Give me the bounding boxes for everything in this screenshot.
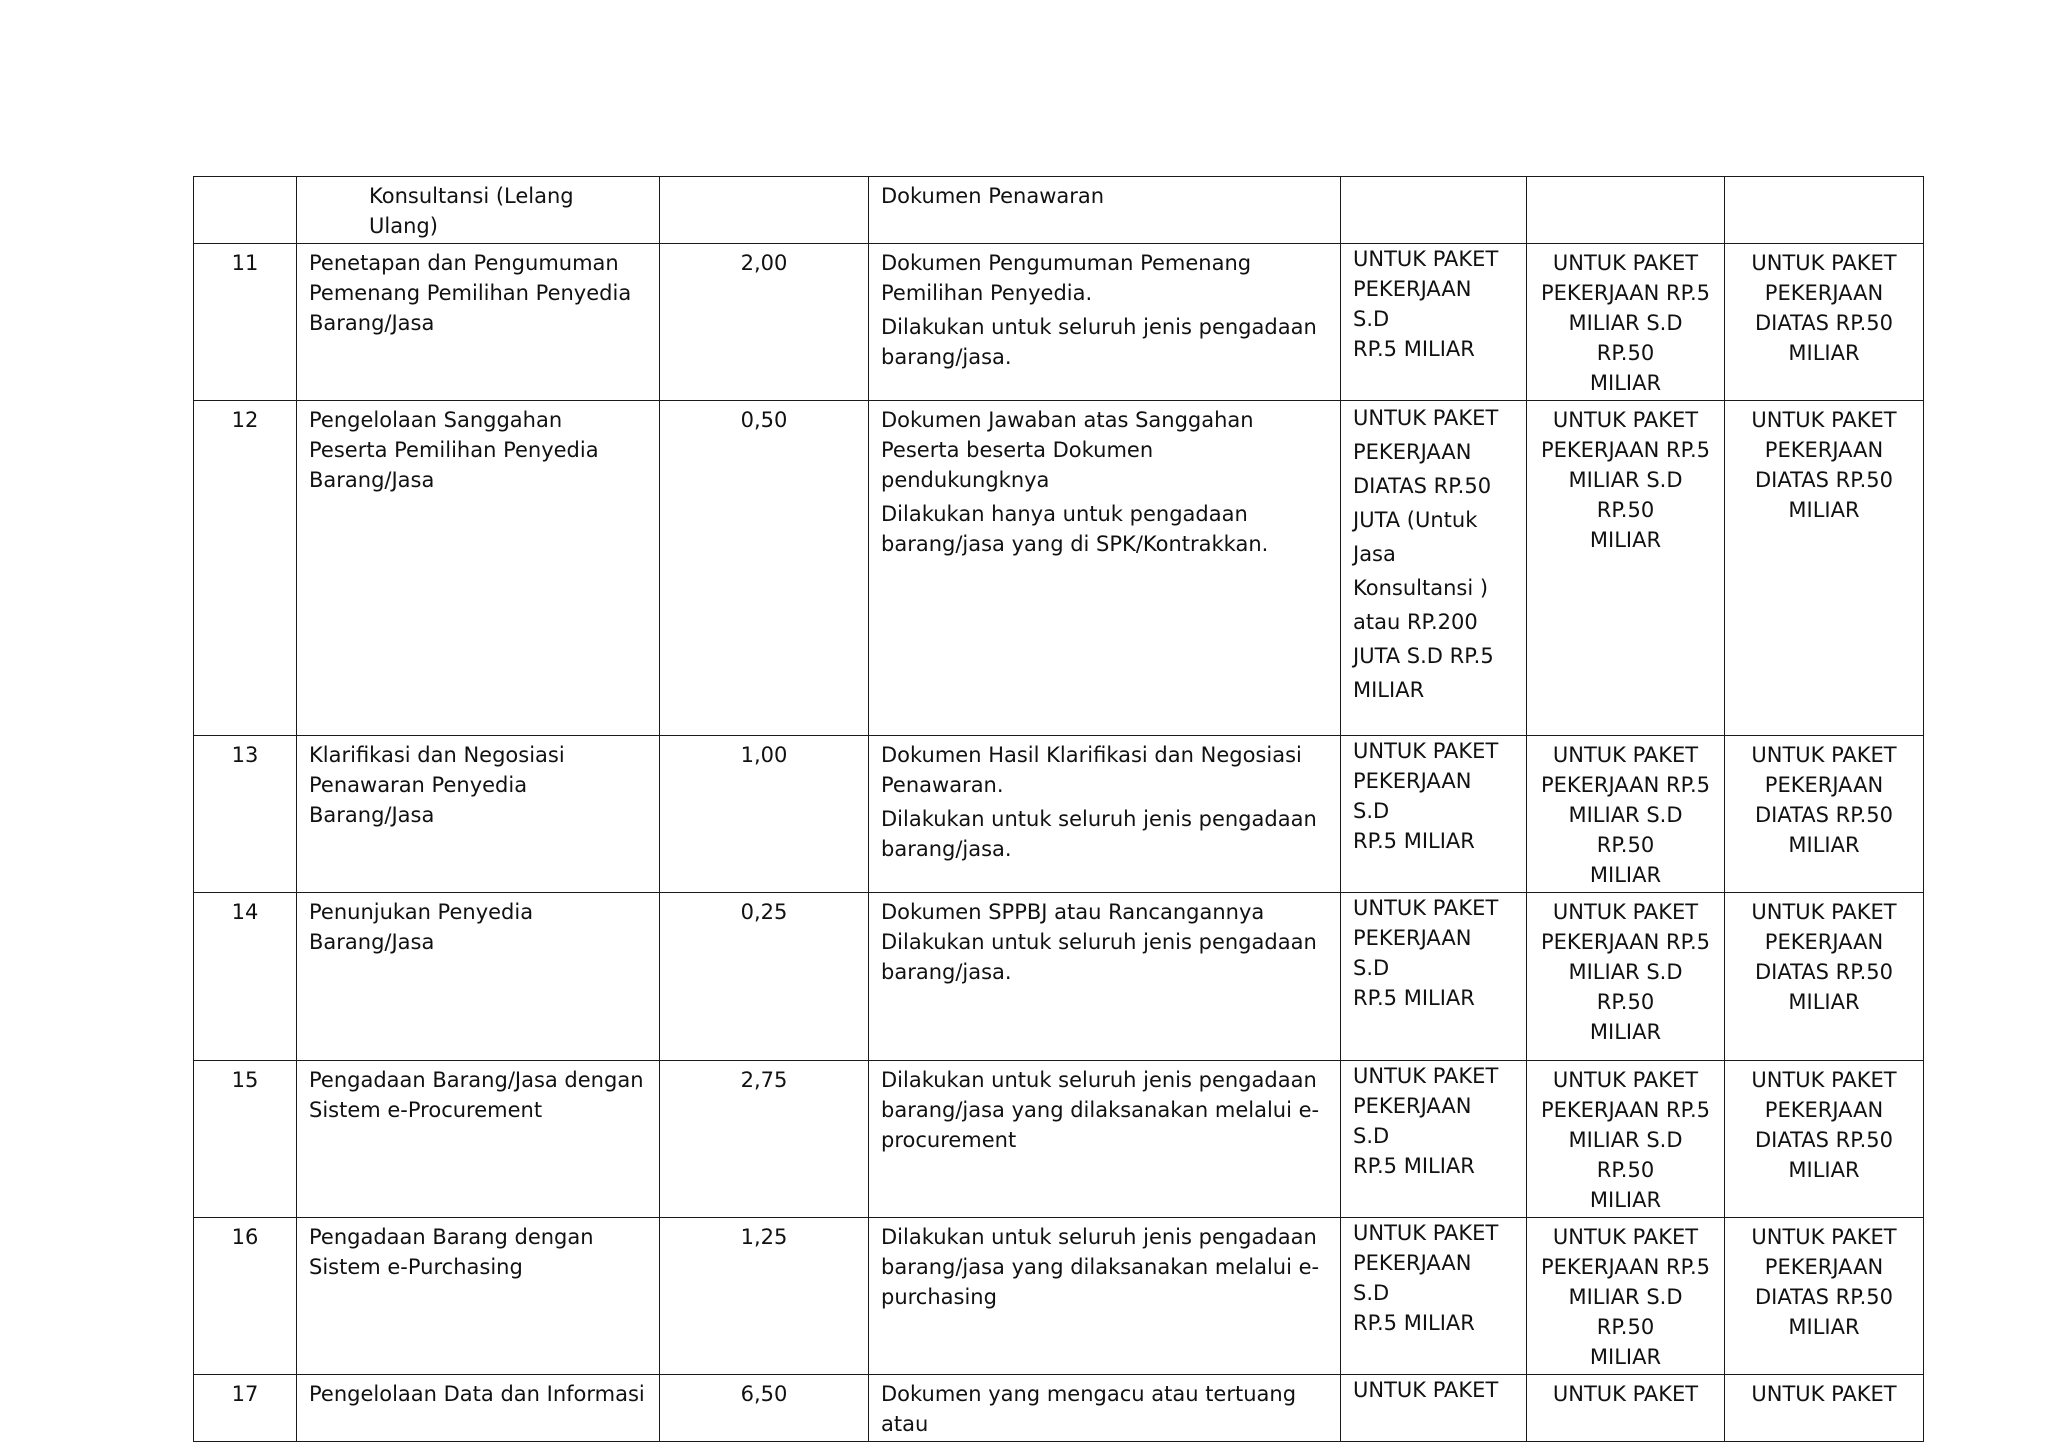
output-paragraph: Dokumen Hasil Klarifikasi dan Negosiasi Penawaran.	[881, 743, 1302, 797]
activity-cell: Penunjukan Penyedia Barang/Jasa	[297, 893, 660, 1061]
criteria-line: MILIAR S.D RP.50	[1568, 311, 1683, 365]
activity-cell: Pengadaan Barang/Jasa dengan Sistem e-Procurement	[297, 1061, 660, 1218]
output-paragraph: Dilakukan untuk seluruh jenis pengadaan barang/jasa yang dilaksanakan melalui e-procurement	[881, 1068, 1320, 1152]
criteria-line: DIATAS RP.50	[1754, 960, 1894, 984]
table-row	[194, 244, 1924, 401]
criteria-line: UNTUK PAKET	[1353, 247, 1499, 271]
output-paragraph: Dokumen yang mengacu atau tertuang atau	[881, 1382, 1297, 1436]
table-body	[194, 177, 1924, 1442]
criteria-line: MILIAR	[1589, 1345, 1662, 1369]
criteria-line: MILIAR	[1788, 1315, 1860, 1339]
output-paragraph: Dokumen SPPBJ atau Rancangannya Dilakukan untuk seluruh jenis pengadaan barang/jasa.	[881, 900, 1317, 984]
criteria-cell-1	[1341, 893, 1527, 1061]
criteria-line: PEKERJAAN	[1764, 930, 1884, 954]
criteria-line: MILIAR	[1589, 863, 1662, 887]
criteria-line: RP.5 MILIAR	[1353, 829, 1475, 853]
criteria-line: JUTA (Untuk	[1353, 508, 1478, 532]
criteria-line: PEKERJAAN RP.5	[1540, 1255, 1711, 1279]
criteria-line: Konsultansi )	[1353, 576, 1489, 600]
criteria-cell-3	[1725, 1218, 1924, 1375]
criteria-cell-2	[1527, 736, 1725, 893]
output-cell	[869, 1375, 1341, 1442]
output-paragraph: Dilakukan hanya untuk pengadaan barang/jasa yang di SPK/Kontrakkan.	[881, 502, 1269, 556]
activity-cell: Penetapan dan Pengumuman Pemenang Pemilihan Penyedia Barang/Jasa	[297, 244, 660, 401]
criteria-line: MILIAR	[1788, 341, 1860, 365]
criteria-line: PEKERJAAN RP.5	[1540, 1098, 1711, 1122]
criteria-line: UNTUK PAKET	[1353, 406, 1499, 430]
criteria-line: UNTUK PAKET	[1751, 251, 1897, 275]
table-row	[194, 1375, 1924, 1442]
output-paragraph: Dilakukan untuk seluruh jenis pengadaan barang/jasa.	[881, 807, 1317, 861]
criteria-line: MILIAR	[1788, 1158, 1860, 1182]
criteria-line: UNTUK PAKET	[1552, 743, 1699, 767]
criteria-line: MILIAR	[1353, 678, 1425, 702]
criteria-line: PEKERJAAN S.D	[1353, 1094, 1472, 1148]
criteria-line: RP.5 MILIAR	[1353, 986, 1475, 1010]
criteria-line: atau RP.200	[1353, 610, 1478, 634]
criteria-cell-2	[1527, 401, 1725, 736]
criteria-line: MILIAR	[1589, 1188, 1662, 1212]
criteria-line: UNTUK PAKET	[1751, 743, 1897, 767]
criteria-line: DIATAS RP.50	[1754, 803, 1894, 827]
criteria-line: RP.5 MILIAR	[1353, 1154, 1475, 1178]
criteria-line: PEKERJAAN RP.5	[1540, 281, 1711, 305]
criteria-line: MILIAR	[1788, 833, 1860, 857]
criteria-cell-3	[1725, 244, 1924, 401]
criteria-line: UNTUK PAKET	[1751, 900, 1897, 924]
criteria-cell-2	[1527, 177, 1725, 244]
criteria-line: UNTUK PAKET	[1353, 1378, 1499, 1402]
table-row	[194, 401, 1924, 736]
activity-cell: Pengadaan Barang dengan Sistem e-Purchasing	[297, 1218, 660, 1375]
criteria-line: Jasa	[1353, 542, 1396, 566]
criteria-line: UNTUK PAKET	[1751, 408, 1897, 432]
criteria-cell-2	[1527, 1218, 1725, 1375]
criteria-line: JUTA S.D RP.5	[1353, 644, 1494, 668]
criteria-line: DIATAS RP.50	[1353, 474, 1492, 498]
value-cell: 2,75	[660, 1061, 869, 1218]
criteria-line: PEKERJAAN	[1764, 773, 1884, 797]
table-row	[194, 177, 1924, 244]
criteria-line: UNTUK PAKET	[1552, 251, 1699, 275]
value-cell: 0,25	[660, 893, 869, 1061]
table-row	[194, 893, 1924, 1061]
activity-cell: Konsultansi (Lelang Ulang)	[297, 177, 660, 244]
criteria-line: MILIAR S.D RP.50	[1568, 1285, 1683, 1339]
criteria-cell-3	[1725, 177, 1924, 244]
criteria-cell-2	[1527, 893, 1725, 1061]
output-cell	[869, 1218, 1341, 1375]
criteria-cell-2	[1527, 1061, 1725, 1218]
criteria-line: UNTUK PAKET	[1751, 1382, 1897, 1406]
criteria-line: PEKERJAAN	[1764, 438, 1884, 462]
activity-cell: Klarifikasi dan Negosiasi Penawaran Penyedia Barang/Jasa	[297, 736, 660, 893]
criteria-line: PEKERJAAN	[1353, 440, 1472, 464]
output-paragraph: Dokumen Pengumuman Pemenang Pemilihan Penyedia.	[881, 251, 1252, 305]
output-paragraph: Dokumen Penawaran	[881, 184, 1105, 208]
criteria-cell-1	[1341, 736, 1527, 893]
criteria-line: UNTUK PAKET	[1552, 408, 1699, 432]
criteria-line: MILIAR	[1788, 990, 1860, 1014]
row-number-cell	[194, 177, 297, 244]
criteria-cell-1	[1341, 1061, 1527, 1218]
criteria-cell-1	[1341, 244, 1527, 401]
criteria-line: RP.5 MILIAR	[1353, 337, 1475, 361]
output-cell	[869, 736, 1341, 893]
criteria-cell-2	[1527, 1375, 1725, 1442]
criteria-line: MILIAR S.D RP.50	[1568, 803, 1683, 857]
value-cell: 2,00	[660, 244, 869, 401]
criteria-line: PEKERJAAN S.D	[1353, 926, 1472, 980]
criteria-line: UNTUK PAKET	[1353, 896, 1499, 920]
criteria-line: UNTUK PAKET	[1552, 900, 1699, 924]
criteria-line: PEKERJAAN RP.5	[1540, 930, 1711, 954]
criteria-line: MILIAR	[1589, 1020, 1662, 1044]
criteria-line: UNTUK PAKET	[1353, 1064, 1499, 1088]
value-cell: 6,50	[660, 1375, 869, 1442]
table-row	[194, 1061, 1924, 1218]
criteria-cell-3	[1725, 1375, 1924, 1442]
criteria-line: PEKERJAAN	[1764, 281, 1884, 305]
criteria-line: MILIAR	[1589, 371, 1662, 395]
activity-table	[193, 176, 1924, 1442]
table-row	[194, 1218, 1924, 1375]
criteria-cell-3	[1725, 1061, 1924, 1218]
row-number-cell: 16	[194, 1218, 297, 1375]
criteria-line: UNTUK PAKET	[1552, 1068, 1699, 1092]
criteria-cell-3	[1725, 893, 1924, 1061]
criteria-line: PEKERJAAN	[1764, 1255, 1884, 1279]
criteria-cell-1	[1341, 177, 1527, 244]
activity-cell: Pengelolaan Data dan Informasi	[297, 1375, 660, 1442]
criteria-cell-2	[1527, 244, 1725, 401]
criteria-line: UNTUK PAKET	[1552, 1382, 1699, 1406]
criteria-line: PEKERJAAN RP.5	[1540, 438, 1711, 462]
value-cell: 0,50	[660, 401, 869, 736]
value-cell: 1,00	[660, 736, 869, 893]
output-cell	[869, 177, 1341, 244]
criteria-line: DIATAS RP.50	[1754, 1128, 1894, 1152]
criteria-line: DIATAS RP.50	[1754, 1285, 1894, 1309]
criteria-line: MILIAR	[1788, 498, 1860, 522]
criteria-line: PEKERJAAN S.D	[1353, 277, 1472, 331]
output-paragraph: Dilakukan untuk seluruh jenis pengadaan barang/jasa yang dilaksanakan melalui e-purchasing	[881, 1225, 1320, 1309]
output-paragraph: Dokumen Jawaban atas Sanggahan Peserta beserta Dokumen pendukungknya	[881, 408, 1254, 492]
criteria-line: MILIAR S.D RP.50	[1568, 1128, 1683, 1182]
value-cell	[660, 177, 869, 244]
output-cell	[869, 1061, 1341, 1218]
criteria-line: UNTUK PAKET	[1353, 739, 1499, 763]
criteria-line: PEKERJAAN S.D	[1353, 769, 1472, 823]
criteria-line: MILIAR S.D RP.50	[1568, 468, 1683, 522]
row-number-cell: 11	[194, 244, 297, 401]
row-number-cell: 15	[194, 1061, 297, 1218]
table-row	[194, 736, 1924, 893]
criteria-cell-1	[1341, 1375, 1527, 1442]
criteria-line: PEKERJAAN	[1764, 1098, 1884, 1122]
output-cell	[869, 244, 1341, 401]
output-cell	[869, 401, 1341, 736]
criteria-line: UNTUK PAKET	[1751, 1068, 1897, 1092]
value-cell: 1,25	[660, 1218, 869, 1375]
activity-cell: Pengelolaan Sanggahan Peserta Pemilihan Penyedia Barang/Jasa	[297, 401, 660, 736]
criteria-line: UNTUK PAKET	[1751, 1225, 1897, 1249]
criteria-cell-3	[1725, 736, 1924, 893]
criteria-line: DIATAS RP.50	[1754, 311, 1894, 335]
criteria-cell-1	[1341, 401, 1527, 736]
criteria-cell-3	[1725, 401, 1924, 736]
criteria-line: DIATAS RP.50	[1754, 468, 1894, 492]
criteria-line: PEKERJAAN S.D	[1353, 1251, 1472, 1305]
row-number-cell: 12	[194, 401, 297, 736]
criteria-line: UNTUK PAKET	[1353, 1221, 1499, 1245]
row-number-cell: 13	[194, 736, 297, 893]
row-number-cell: 17	[194, 1375, 297, 1442]
criteria-line: RP.5 MILIAR	[1353, 1311, 1475, 1335]
output-paragraph: Dilakukan untuk seluruh jenis pengadaan barang/jasa.	[881, 315, 1317, 369]
criteria-line: MILIAR S.D RP.50	[1568, 960, 1683, 1014]
criteria-line: PEKERJAAN RP.5	[1540, 773, 1711, 797]
criteria-line: MILIAR	[1589, 528, 1662, 552]
output-cell	[869, 893, 1341, 1061]
criteria-line: UNTUK PAKET	[1552, 1225, 1699, 1249]
criteria-cell-1	[1341, 1218, 1527, 1375]
row-number-cell: 14	[194, 893, 297, 1061]
